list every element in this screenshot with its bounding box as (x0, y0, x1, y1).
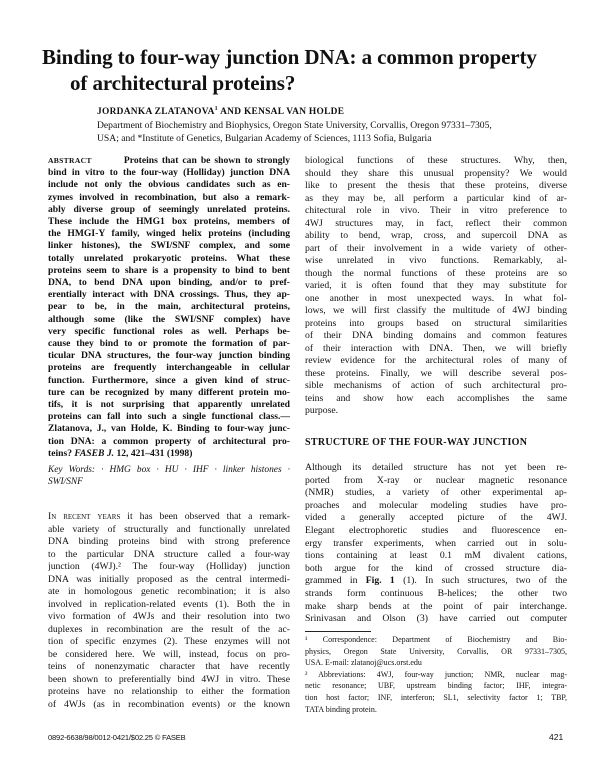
text-line: should they share this unusual propensity? We would (305, 167, 567, 179)
text-line: tion DNA: a common property of architectural pro- (48, 435, 290, 447)
text-segment: (1). In such structures, two of the (394, 575, 567, 587)
introduction-paragraph (48, 511, 290, 711)
text-line: Srinivasan and Olson (3) have carried out computer (305, 613, 567, 625)
text-line: ticular DNA structures, the four-way junction binding (48, 350, 290, 362)
text-segment: grammed in (305, 575, 366, 587)
text-line: USA. E-mail: zlatanoj@ucs.orst.edu (305, 658, 422, 668)
text-line: Zlatanova, J., van Holde, K. Binding to four-way junc- (48, 423, 290, 435)
citation-text: 12, 421–431 (1998) (114, 447, 193, 459)
text-line: proteins into groups based on structural similarities (305, 317, 567, 329)
text-line: been shown to preferentially bind 4WJ in vitro. These (48, 673, 290, 685)
title-line: Binding to four-way junction DNA: a common property (42, 45, 537, 69)
text-line: involved in replication-related events (1). Both the in (48, 598, 290, 610)
text-line: junction (4WJ).² The four-way (Holliday) junction (48, 561, 290, 572)
text-block (305, 155, 567, 418)
affiliation-line: USA; and *Institute of Genetics, Bulgarian Academy of Sciences, 1113 Sofia, Bulgaria (97, 132, 432, 144)
footnotes (305, 634, 567, 715)
text-line: lows, we will first classify the multitude of 4WJ binding (305, 305, 567, 316)
abstract-label: ABSTRACT (48, 156, 92, 165)
text-line: Elegant electrophoretic studies and fluorescence en- (305, 524, 567, 536)
text-line: include not only the obvious candidates such as en- (48, 179, 290, 191)
text-line: wise unrelated in vivo functions. Remarkably, al- (305, 255, 567, 266)
text-line: pear to be, in the main, architectural proteins, (48, 301, 290, 313)
text-block (305, 634, 567, 669)
authors (97, 106, 344, 117)
text-line: DNA binding proteins bind with strong preference (48, 536, 290, 547)
text-line: proteins have no relationship to either the formation (48, 686, 290, 697)
text-block (48, 524, 290, 712)
text-line: bind in vitro to the four-way (Holliday) junction DNA (48, 167, 290, 179)
footnote-divider (305, 631, 371, 632)
text-line: one another in most unexpected ways. In what fol- (305, 292, 567, 304)
structure-paragraph (305, 462, 567, 626)
text-line (305, 575, 567, 588)
text-line: part of their involvement in a wide variety of other- (305, 242, 567, 254)
text-line: teins and show how each accomplishes the same (305, 392, 567, 404)
text-line: both argue for the kind of crossed structure dia- (305, 562, 567, 574)
text-line: ¹ Correspondence: Department of Biochemistry and Bio- (305, 635, 567, 644)
text-line: make sharp bends at the point of pair interchange. (305, 600, 567, 612)
key-words-line: SWI/SNF (48, 477, 83, 487)
text-line: totally unrelated prokaryotic proteins. What these (48, 252, 290, 264)
text-line: tions containing at least 0.1 mM divalent cations, (305, 550, 567, 562)
text-line: ate in homologous genetic recombination; it is also (48, 586, 290, 597)
affiliation-line: Department of Biochemistry and Biophysics, Oregon State University, Corvallis, Oregon 97331–7305, (97, 120, 492, 131)
text-block (48, 167, 290, 448)
abstract (48, 155, 290, 460)
text-line: netic resonance; UBF, upstream binding factor; IHF, integra- (305, 681, 567, 691)
text-line: duplexes in recombination are the result of the ac- (48, 623, 290, 635)
text-line: these proteins. Finally, we will describe several pos- (305, 367, 567, 379)
text-line: Proteins that can be shown to strongly (123, 155, 290, 166)
affiliation (97, 120, 492, 145)
section-heading: STRUCTURE OF THE FOUR-WAY JUNCTION (305, 437, 528, 448)
footnote-marker: 1 (214, 106, 218, 112)
text-line: ergy transfer experiments, when carried out in solu- (305, 537, 567, 549)
text-line: 4WJ structures may, in fact, reflect their common (305, 217, 567, 229)
text-line: vided a generally accepted picture of the 4WJ. (305, 512, 567, 524)
intro-lead: In recent years (48, 511, 121, 522)
figure-reference-link[interactable]: Fig. 1 (365, 575, 395, 587)
text-line: able variety of structurally and functionally unrelated (48, 523, 290, 535)
text-line: of their DNA binding domains and common features (305, 330, 567, 341)
text-line: cause they bind to or promote the formation of par- (48, 338, 290, 350)
text-line: as they may be, all perform a particular kind of ar- (305, 192, 567, 204)
text-block (305, 669, 567, 715)
text-line: tion host factor; INF, interferon; SL1, selectivity factor 1; TBP, (305, 692, 567, 702)
text-line: proteins can fall into such a single functional class.— (48, 411, 290, 423)
abstract-citation (48, 448, 290, 460)
text-line: review evidence for the architectural roles of many of (305, 355, 567, 366)
copyright-line: 0892-6638/98/0012-0421/$02.25 © FASEB (48, 733, 186, 742)
authors-conjunction: AND (217, 107, 244, 118)
text-block (305, 462, 567, 575)
text-line: teins of nonenzymatic character that have recently (48, 661, 290, 672)
text-line: like to present the thesis that these proteins, diverse (305, 180, 567, 191)
text-line: ported from X-ray or nuclear magnetic resonance (305, 474, 567, 486)
text-line: These include the HMG1 box proteins, members of (48, 216, 290, 228)
text-line: biological functions of these structures. Why, then, (305, 155, 567, 166)
text-line: tifs, it is not surprising that apparently unrelated (48, 399, 290, 411)
key-words-line: Key Words: · HMG box · HU · IHF · linker histones · (48, 465, 290, 475)
text-line: it has been observed that a remark- (120, 511, 290, 522)
text-line: strands form continuous B-helices; the other two (305, 587, 567, 599)
text-line: tion of specific enzymes (2). These enzymes will not (48, 636, 290, 647)
text-block (305, 588, 567, 626)
citation-text: teins? (48, 447, 75, 459)
page-number: 421 (549, 732, 564, 742)
text-line: DNA, to bend DNA upon binding, and/or to pref- (48, 277, 290, 289)
text-line: proaches and molecular modeling studies have pro- (305, 499, 567, 511)
text-line: sible mechanisms of action of such architectural pro- (305, 380, 567, 391)
text-line: erentially interact with DNA crossings. Thus, they ap- (48, 289, 290, 301)
text-line: linker histones), the SWI/SNF complex, and some (48, 240, 290, 252)
text-line: varied, it is often found that they may substitute for (305, 280, 567, 291)
right-column-paragraph (305, 155, 567, 418)
text-line: very specific functional roles as well. Perhaps be- (48, 325, 290, 337)
text-line: vivo formation of 4WJs and their resolution into two (48, 611, 290, 622)
text-line: though the normal functions of these proteins are so (305, 267, 567, 279)
intro-first-line (48, 511, 290, 524)
title-line: of architectural proteins? (70, 71, 296, 95)
text-line: of their interaction with DNA. Then, we will briefly (305, 342, 567, 354)
text-line: to the particular DNA structure called a four-way (48, 548, 290, 560)
text-line: ture can be recognized by many different protein mo- (48, 386, 290, 398)
text-line: zymes involved in recombination, but also a remark- (48, 191, 290, 203)
article-title (42, 44, 537, 96)
author-name: JORDANKA ZLATANOVA (97, 107, 215, 118)
text-line: although some (like the SWI/SNF complex) have (48, 313, 290, 325)
text-line: TATA binding protein. (305, 704, 377, 714)
text-line: ² Abbreviations: 4WJ, four-way junction; NMR, nuclear mag- (305, 669, 567, 679)
text-line: (NMR) studies, a variety of other experimental ap- (305, 487, 567, 499)
abstract-first-line (48, 155, 290, 167)
text-line: the HMGI-Y family, winged helix proteins (including (48, 228, 290, 240)
author-name: KENSAL VAN HOLDE (243, 107, 345, 118)
text-line: chitectural role in vivo. Their in vitro preference to (305, 205, 567, 216)
text-line: purpose. (305, 405, 339, 416)
key-words (48, 464, 290, 488)
text-line: of 4WJs (as in recombination events) or the known (48, 698, 290, 710)
journal-name: FASEB J. (74, 447, 115, 459)
text-line: DNA was initially proposed as the central intermedi- (48, 573, 290, 585)
text-line: be considered here. We will, instead, focus on pro- (48, 648, 290, 660)
text-line: ably diverse group of seemingly unrelated proteins. (48, 203, 290, 215)
text-line: Although its detailed structure has not yet been re- (305, 462, 567, 473)
text-line: proteins seem to share is a propensity to bind to bent (48, 264, 290, 276)
text-line: proteins are frequently interchangeable in cellular (48, 362, 290, 374)
text-line: function. Furthermore, since a given kind of struc- (48, 374, 290, 386)
text-line: ability to bend, wrap, cross, and supercoil DNA as (305, 230, 567, 241)
text-line: physics, Oregon State University, Corvallis, OR 97331–7305, (305, 646, 567, 656)
